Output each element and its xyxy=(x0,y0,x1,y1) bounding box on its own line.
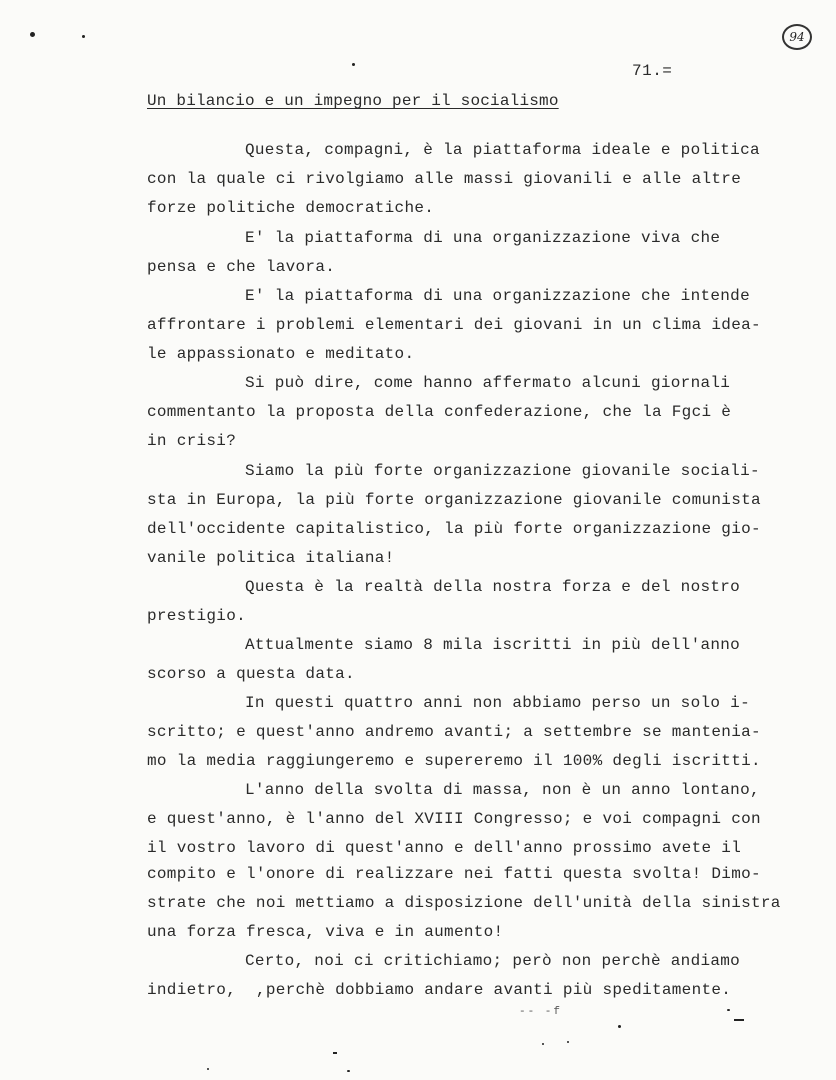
text-line: E' la piattaforma di una organizzazione che intende xyxy=(245,287,750,305)
text-line: vanile politica italiana! xyxy=(147,549,395,567)
scan-speck xyxy=(618,1025,621,1028)
text-line: commentanto la proposta della confederazione, che la Fgci è xyxy=(147,403,732,421)
text-line: indietro, ,perchè dobbiamo andare avanti più speditamente. xyxy=(147,981,732,999)
scan-speck xyxy=(734,1019,744,1021)
text-line: il vostro lavoro di quest'anno e dell'anno prossimo avete il xyxy=(147,839,742,857)
text-line: Certo, noi ci critichiamo; però non perchè andiamo xyxy=(245,952,741,970)
text-line: compito e l'onore di realizzare nei fatti questa svolta! Dimo- xyxy=(147,865,761,883)
text-line: Questa, compagni, è la piattaforma ideale e politica xyxy=(245,141,760,159)
text-line: Si può dire, come hanno affermato alcuni giornali xyxy=(245,374,731,392)
scan-speck xyxy=(207,1068,209,1070)
page-title: Un bilancio e un impegno per il socialismo xyxy=(147,92,559,110)
text-line: affrontare i problemi elementari dei giovani in un clima idea- xyxy=(147,316,761,334)
text-line: pensa e che lavora. xyxy=(147,258,336,276)
text-line: L'anno della svolta di massa, non è un anno lontano, xyxy=(245,781,760,799)
text-line: Attualmente siamo 8 mila iscritti in più dell'anno xyxy=(245,636,741,654)
text-line: forze politiche democratiche. xyxy=(147,199,435,217)
footer-fragment: -- -f xyxy=(519,1006,563,1018)
scan-speck xyxy=(333,1052,337,1054)
text-line: le appassionato e meditato. xyxy=(147,345,415,363)
text-line: sta in Europa, la più forte organizzazione giovanile comunista xyxy=(147,491,761,509)
scan-speck xyxy=(727,1009,730,1011)
text-line: mo la media raggiungeremo e supereremo il 100% degli iscritti. xyxy=(147,752,761,770)
text-line: prestigio. xyxy=(147,607,247,625)
text-line: Siamo la più forte organizzazione giovanile sociali- xyxy=(245,462,760,480)
text-line: scorso a questa data. xyxy=(147,665,355,683)
text-line: In questi quattro anni non abbiamo perso un solo i- xyxy=(245,694,750,712)
text-line: scritto; e quest'anno andremo avanti; a settembre se mantenia- xyxy=(147,723,761,741)
scan-speck xyxy=(347,1070,350,1072)
scan-speck xyxy=(567,1041,569,1043)
text-line: dell'occidente capitalistico, la più forte organizzazione gio- xyxy=(147,520,761,538)
text-line: con la quale ci rivolgiamo alle massi giovanili e alle altre xyxy=(147,170,742,188)
page-number: 71.= xyxy=(632,62,673,80)
archive-stamp: 94 xyxy=(782,24,812,50)
scan-speck xyxy=(82,35,85,38)
text-line: E' la piattaforma di una organizzazione viva che xyxy=(245,229,721,247)
scan-speck xyxy=(352,63,355,66)
scan-speck xyxy=(30,32,35,37)
text-line: in crisi? xyxy=(147,432,237,450)
text-line: una forza fresca, viva e in aumento! xyxy=(147,923,504,941)
scan-speck xyxy=(542,1043,544,1045)
text-line: strate che noi mettiamo a disposizione dell'unità della sinistra xyxy=(147,894,781,912)
text-line: e quest'anno, è l'anno del XVIII Congresso; e voi compagni con xyxy=(147,810,761,828)
text-line: Questa è la realtà della nostra forza e del nostro xyxy=(245,578,741,596)
